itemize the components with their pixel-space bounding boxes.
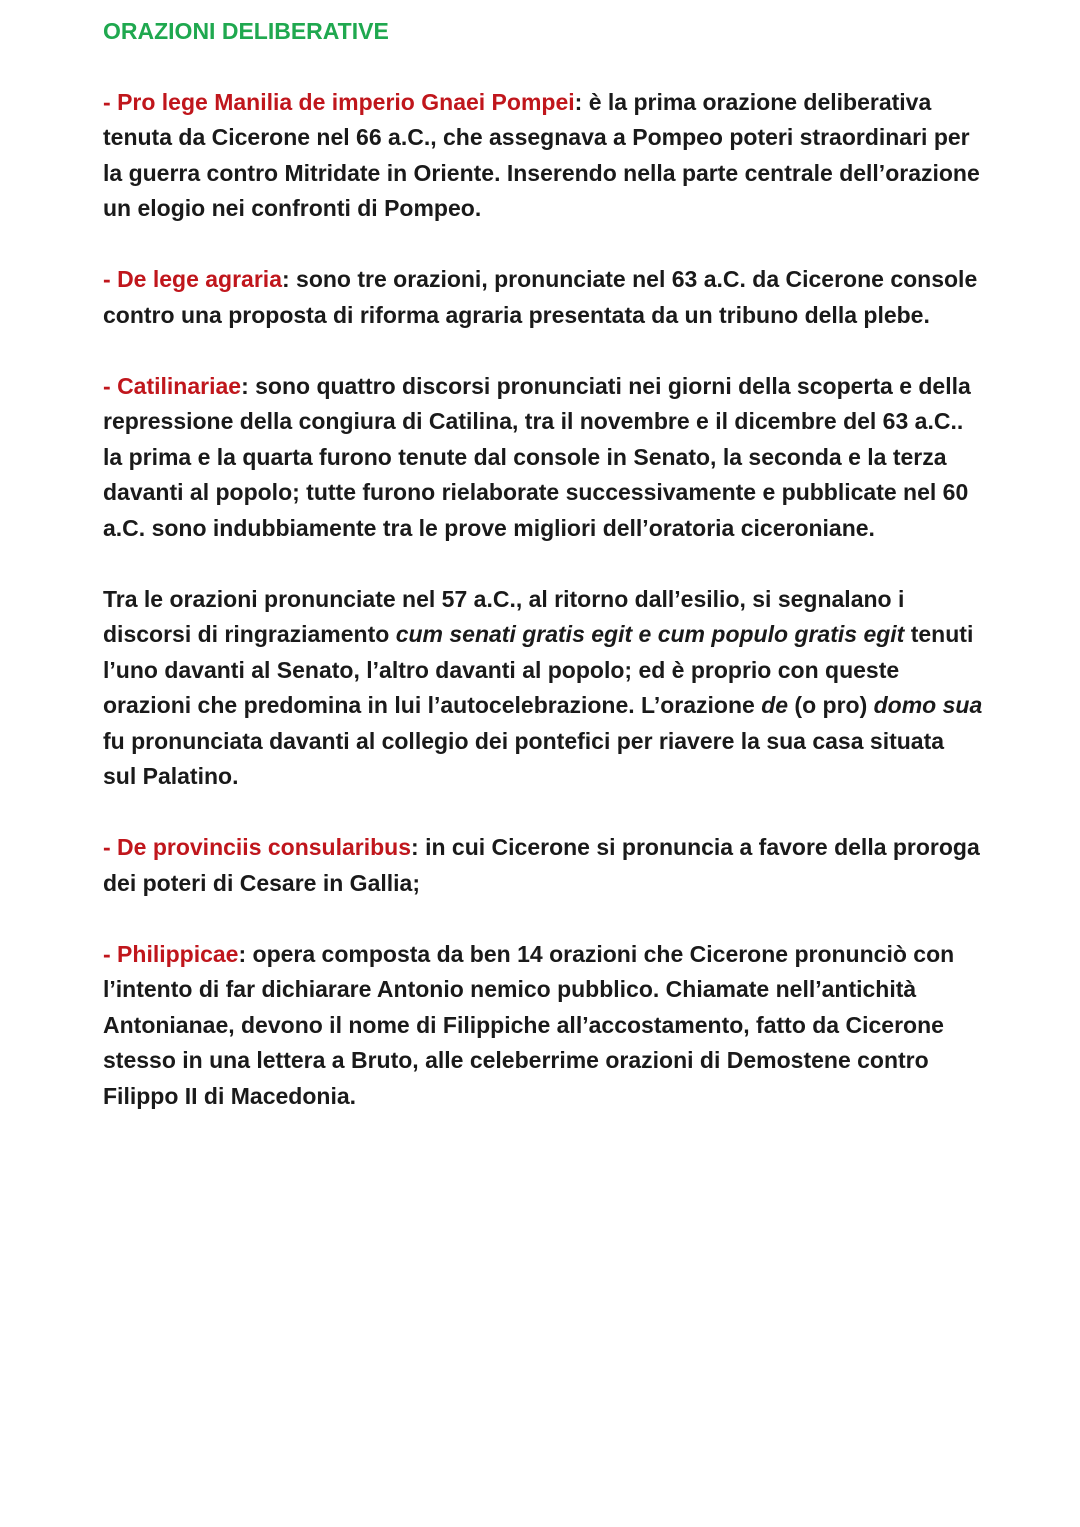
document-page (103, 14, 983, 1150)
description-text: : opera composta da ben 14 orazioni che Cicerone pronunciò con l’intento di far dichiarare Antonio nemico pubblico. Chiamate nell’antichità Antonianae, devono il nome di Filippiche all’accostamento, fatto da Cicerone stesso in una lettera a Bruto, alle celeberrime orazioni di Demostene contro Filippo II di Macedonia. (103, 940, 955, 1109)
body-text: fu pronunciata davanti al collegio dei pontefici per riavere la sua casa situata sul Palatino. (103, 727, 945, 789)
term-philippicae: - Philippicae (103, 940, 239, 967)
term-de-provinciis-consularibus: - De provinciis consularibus (103, 834, 412, 860)
section-de-provinciis (103, 830, 983, 901)
term-pro-lege-manilia: Pro lege Manilia de imperio Gnaei Pompei (117, 88, 575, 115)
section-philippicae (103, 937, 983, 1115)
latin-title: cum senati gratis egit e cum populo gratis egit (395, 621, 905, 647)
bullet-dash: - (103, 88, 118, 115)
term-de-lege-agraria: De lege agraria (117, 266, 282, 292)
section-pro-lege-manilia (103, 85, 983, 227)
description-text: : è la prima orazione deliberativa tenuta da Cicerone nel 66 a.C., che assegnava a Pompeo poteri straordinari per la guerra contro Mitridate in Oriente. Inserendo nella parte centrale dell’orazione un elogio nei confronti di Pompeo. (103, 88, 980, 221)
description-text: : sono tre orazioni, pronunciate nel 63 a.C. da Cicerone console contro una proposta di riforma agraria presentata da un tribuno della plebe. (103, 266, 978, 328)
section-post-exilium (103, 582, 983, 795)
body-text: (o pro) (788, 692, 874, 718)
description-text: : sono quattro discorsi pronunciati nei giorni della scoperta e della repressione della congiura di Catilina, tra il novembre e il dicembre del 63 a.C.. la prima e la quarta furono tenute dal console in Senato, la seconda e la terza davanti al popolo; tutte furono rielaborate successivamente e pubblicate nel 60 a.C. sono indubbiamente tra le prove migliori dell’oratoria ciceroniane. (103, 372, 971, 541)
page-title: ORAZIONI DELIBERATIVE (103, 18, 389, 44)
section-catilinariae (103, 369, 983, 547)
term-catilinariae: Catilinariae (117, 372, 242, 399)
bullet-dash: - (103, 266, 118, 292)
body-text: tenuti l’uno davanti al Senato, l’altro davanti al popolo; ed è proprio con queste orazioni che predomina in lui l’autocelebrazione. L’orazione (103, 621, 974, 718)
bullet-dash: - (103, 372, 118, 399)
description-text: : in cui Cicerone si pronuncia a favore della proroga dei poteri di Cesare in Gallia; (103, 834, 980, 896)
section-de-lege-agraria (103, 262, 983, 333)
body-text: Tra le orazioni pronunciate nel 57 a.C., al ritorno dall’esilio, si segnalano i discorsi di ringraziamento (103, 585, 905, 647)
latin-word: de (761, 692, 789, 718)
latin-title: domo sua (873, 692, 983, 718)
